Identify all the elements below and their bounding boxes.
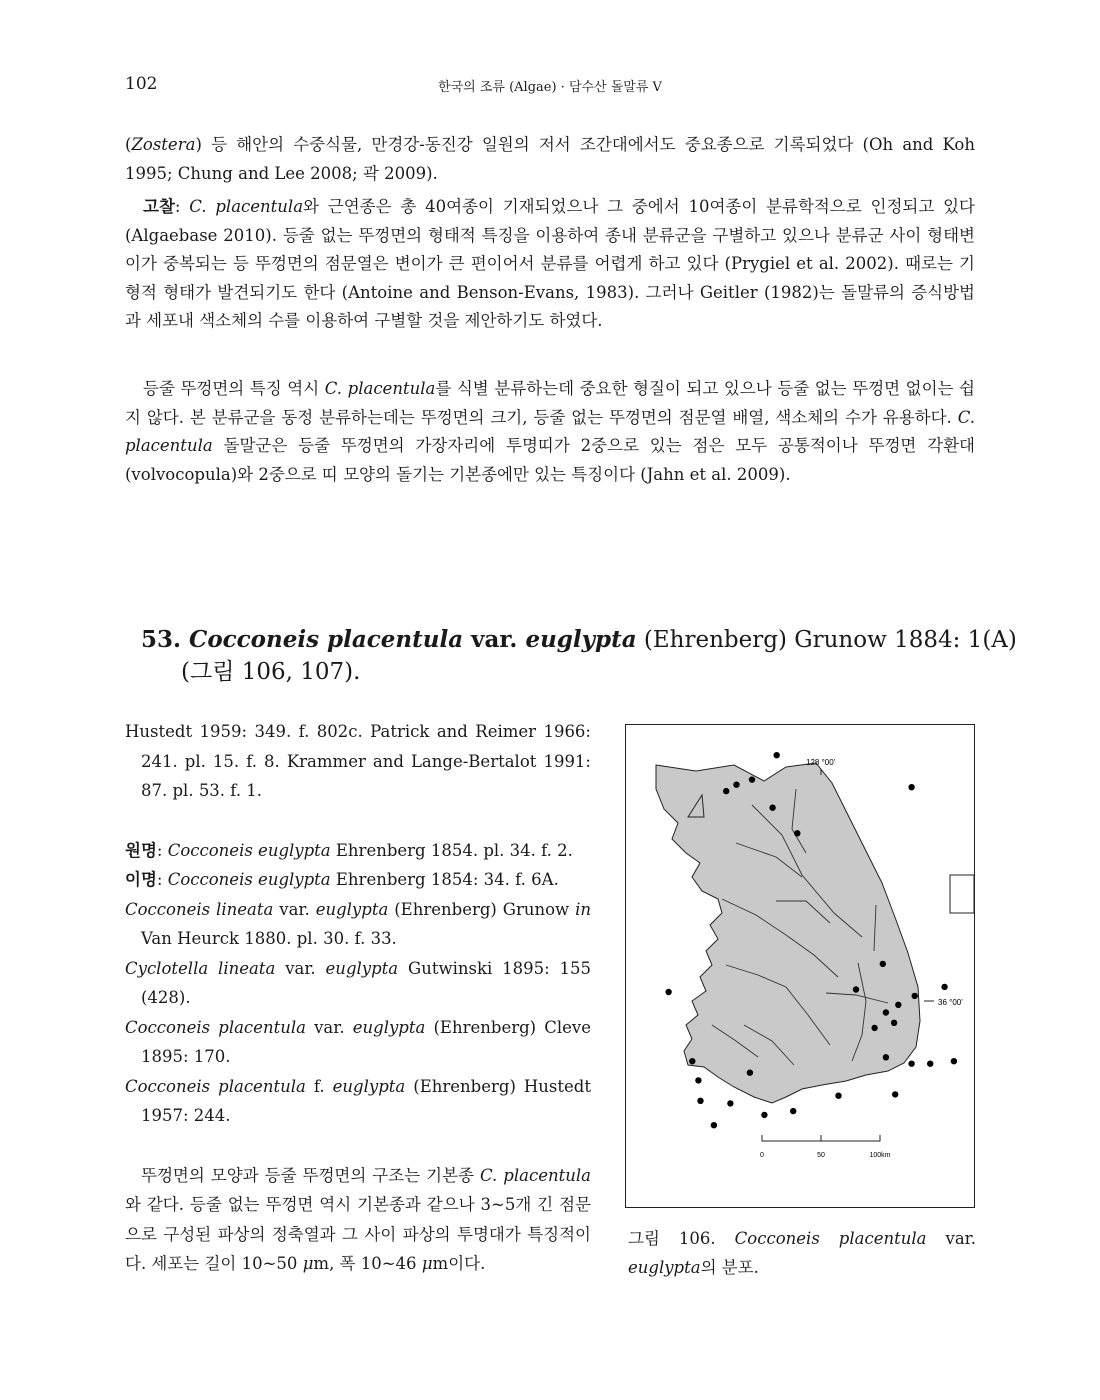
ulleungdo-inset <box>950 875 974 913</box>
locality-dot <box>880 961 886 967</box>
locality-dot <box>697 1098 703 1104</box>
intro-paragraph-3-text-a: 등줄 뚜껑면의 특징 역시 <box>143 379 325 398</box>
locality-dot <box>689 1058 695 1064</box>
locality-dot <box>733 782 739 788</box>
variety-name: euglypta <box>325 958 399 978</box>
locality-dot <box>871 1025 877 1031</box>
intro-paragraph-3-text-b: 를 식별 분류하는데 중요한 형질이 되고 있으나 등줄 없는 뚜껑면 없이는 쉽지 않다. 본 분류군을 동정 분류하는데는 뚜껑면의 크기, 등줄 없는 뚜껑면의 점문열 배열, 색소체의 수가 유용하다. <box>125 379 975 427</box>
taxon-authority: (Ehrenberg) Grunow 1884: 1(A) <box>643 627 1017 653</box>
rank-label: var. <box>314 1017 345 1037</box>
micro-symbol: μ <box>302 1254 314 1273</box>
synonym-reference: (Ehrenberg) Hustedt 1957: 244. <box>141 1076 591 1125</box>
description-text: 뚜껑면의 모양과 등줄 뚜껑면의 구조는 기본종 <box>141 1165 480 1185</box>
intro-paragraph-3-text-c: 돌말군은 등줄 뚜껑면의 가장자리에 투명띠가 2중으로 있는 점은 모두 공통적이나 뚜껑면 각환대 (volvocopula)와 2중으로 띠 모양의 돌기는 기본종에만 있는 특징이다 (Jahn et al. 2009). <box>125 436 975 484</box>
locality-dot <box>769 805 775 811</box>
locality-dot <box>790 1108 796 1114</box>
locality-dot <box>794 830 800 836</box>
locality-dot <box>723 788 729 794</box>
locality-dot <box>891 1020 897 1026</box>
locality-dot <box>749 776 755 782</box>
micro-symbol: μ <box>421 1254 433 1273</box>
latitude-label: 36 °00' <box>938 998 963 1007</box>
synonym-reference: Ehrenberg 1854: 34. f. 6A. <box>335 870 559 889</box>
locality-dot <box>892 1091 898 1097</box>
synonym-reference: Gutwinski 1895: 155 (428). <box>141 958 592 1007</box>
description-text: m, 폭 10~46 <box>313 1254 422 1273</box>
basionym-entry: 원명: Cocconeis euglypta Ehrenberg 1854. pl. 34. f. 2. <box>125 840 573 860</box>
synonym-name: Cyclotella lineata <box>125 958 276 978</box>
variety-name: euglypta <box>332 1076 406 1096</box>
caption-suffix: 의 분포. <box>700 1258 759 1277</box>
synonym-name: Cocconeis euglypta <box>167 870 331 889</box>
synonym-name: Cocconeis placentula <box>125 1017 306 1037</box>
synonym-authority: (Ehrenberg) Grunow <box>394 899 570 919</box>
intro-paragraph-1-text: ) 등 해안의 수중식물, 만경강-동진강 일원의 저서 조간대에서도 중요종으로 기록되었다 (Oh and Koh 1995; Chung and Lee 2008; 곽 2009). <box>125 135 975 183</box>
species-name: C. placentula <box>189 197 304 216</box>
in-word: in <box>575 899 592 919</box>
genus-name: Zostera <box>131 135 196 154</box>
locality-dot <box>727 1100 733 1106</box>
basionym-label: 원명 <box>125 840 157 860</box>
rank-label: var. <box>285 958 316 978</box>
synonym-entry: 이명: Cocconeis euglypta Ehrenberg 1854: 34. f. 6A. <box>125 870 559 889</box>
caption-prefix: 그림 106. <box>628 1229 716 1248</box>
discussion-label: 고찰 <box>143 197 175 216</box>
locality-dot <box>883 1009 889 1015</box>
synonym-reference: (Ehrenberg) Cleve 1895: 170. <box>141 1017 592 1066</box>
intro-paragraph-3 <box>125 375 975 489</box>
locality-dot <box>951 1058 957 1064</box>
synonym-label: 이명 <box>125 870 157 889</box>
rank-label: var. <box>279 899 310 919</box>
figure-caption <box>628 1224 976 1282</box>
literature-references: Hustedt 1959: 349. f. 802c. Patrick and Reimer 1966: 241. pl. 15. f. 8. Krammer and Lange-Bertalot 1991: 87. pl. 53. f. 1. <box>125 722 591 800</box>
synonym-name: Cocconeis placentula <box>125 1076 306 1096</box>
locality-dot <box>761 1112 767 1118</box>
locality-dot <box>695 1077 701 1083</box>
synonym-entry <box>125 1072 591 1131</box>
running-head: 한국의 조류 (Algae) · 담수산 돌말류 V <box>438 80 662 95</box>
locality-dot <box>941 984 947 990</box>
intro-paragraph-2: 고찰: C. placentula와 근연종은 총 40여종이 기재되었으나 그 중에서 10여종이 분류학적으로 인정되고 있다 (Algaebase 2010). 등줄 없는 뚜껑면의 형태적 특징을 이용하여 종내 분류군을 구별하고 있으나 분류군 사이 형태변이가 중복되는 등 뚜껑면의 점문열은 변이가 큰 편이어서 분류를 어렵게 하고 있다 (Prygiel et al. 2002). 때로는 기형적 형태가 발견되기도 한다 (Antoine and Benson-Evans, 1983). 그러나 Geitler (1982)는 돌말류의 증식방법과 세포내 색소체의 수를 이용하여 구별할 것을 제안하기도 하였다. <box>125 197 975 330</box>
species-name: C. placentula <box>125 407 975 455</box>
basionym-reference: Ehrenberg 1854. pl. 34. f. 2. <box>335 840 573 860</box>
synonym-reference: Van Heurck 1880. pl. 30. f. 33. <box>141 929 397 948</box>
locality-dot <box>747 1070 753 1076</box>
left-column <box>125 717 591 1279</box>
locality-dot <box>835 1093 841 1099</box>
description-text: 와 같다. 등줄 없는 뚜껑면 역시 기본종과 같으나 3~5개 긴 점문으로 구성된 파상의 정축열과 그 사이 파상의 투명대가 특징적이다. 세포는 길이 10~50 <box>125 1195 591 1273</box>
caption-species: Cocconeis placentula <box>734 1229 927 1248</box>
locality-dot <box>883 1054 889 1060</box>
scale-label: 0 <box>760 1152 764 1159</box>
page-number: 102 <box>125 74 158 94</box>
scale-label: 50 <box>817 1152 825 1159</box>
synonym-entry <box>125 954 591 1013</box>
locality-dot <box>665 989 671 995</box>
locality-dot <box>774 752 780 758</box>
species-name: C. placentula <box>480 1165 591 1185</box>
distribution-map-figure <box>625 724 975 1208</box>
scale-label: 100km <box>869 1152 891 1159</box>
synonym-entry <box>125 1013 591 1072</box>
rank-label: var. <box>471 626 518 653</box>
locality-dot <box>711 1122 717 1128</box>
section-number: 53. <box>141 626 182 653</box>
caption-variety: euglypta <box>628 1258 701 1277</box>
locality-dot <box>853 986 859 992</box>
variety-name: euglypta <box>525 626 637 653</box>
figure-reference: (그림 106, 107). <box>181 659 361 685</box>
locality-dot <box>927 1061 933 1067</box>
variety-name: euglypta <box>352 1017 426 1037</box>
synonym-entry <box>125 895 591 954</box>
rank-label: var. <box>945 1229 976 1248</box>
rank-label: f. <box>313 1076 325 1096</box>
description-text: m이다. <box>432 1254 486 1273</box>
locality-dot <box>912 993 918 999</box>
locality-dot <box>908 784 914 790</box>
intro-paragraph-2-text: 와 근연종은 총 40여종이 기재되었으나 그 중에서 10여종이 분류학적으로 인정되고 있다 (Algaebase 2010). 등줄 없는 뚜껑면의 형태적 특징을 이용하여 종내 분류군을 구별하고 있으나 분류군 사이 형태변이가 중복되는 등 뚜껑면의 점문열은 변이가 큰 편이어서 분류를 어렵게 하고 있다 (Prygiel et al. 2002). 때로는 기형적 형태가 발견되기도 한다 (Antoine and Benson-Evans, 1983). 그러나 Geitler (1982)는 돌말류의 증식방법과 세포내 색소체의 수를 이용하여 구별할 것을 제안하기도 하였다. <box>125 197 975 330</box>
section-heading <box>141 624 1017 688</box>
variety-name: euglypta <box>315 899 389 919</box>
description-paragraph <box>125 1161 591 1279</box>
species-name: C. placentula <box>324 379 436 398</box>
synonym-name: Cocconeis lineata <box>125 899 274 919</box>
basionym-name: Cocconeis euglypta <box>167 840 331 860</box>
longitude-label: 128 °00' <box>806 758 836 767</box>
taxon-name: Cocconeis placentula <box>189 626 464 653</box>
locality-dot <box>895 1002 901 1008</box>
locality-dot <box>908 1061 914 1067</box>
distribution-map <box>626 725 974 1207</box>
intro-paragraph-1: (Zostera) 등 해안의 수중식물, 만경강-동진강 일원의 저서 조간대에서도 중요종으로 기록되었다 (Oh and Koh 1995; Chung and Lee 2008; 곽 2009). <box>125 135 975 183</box>
